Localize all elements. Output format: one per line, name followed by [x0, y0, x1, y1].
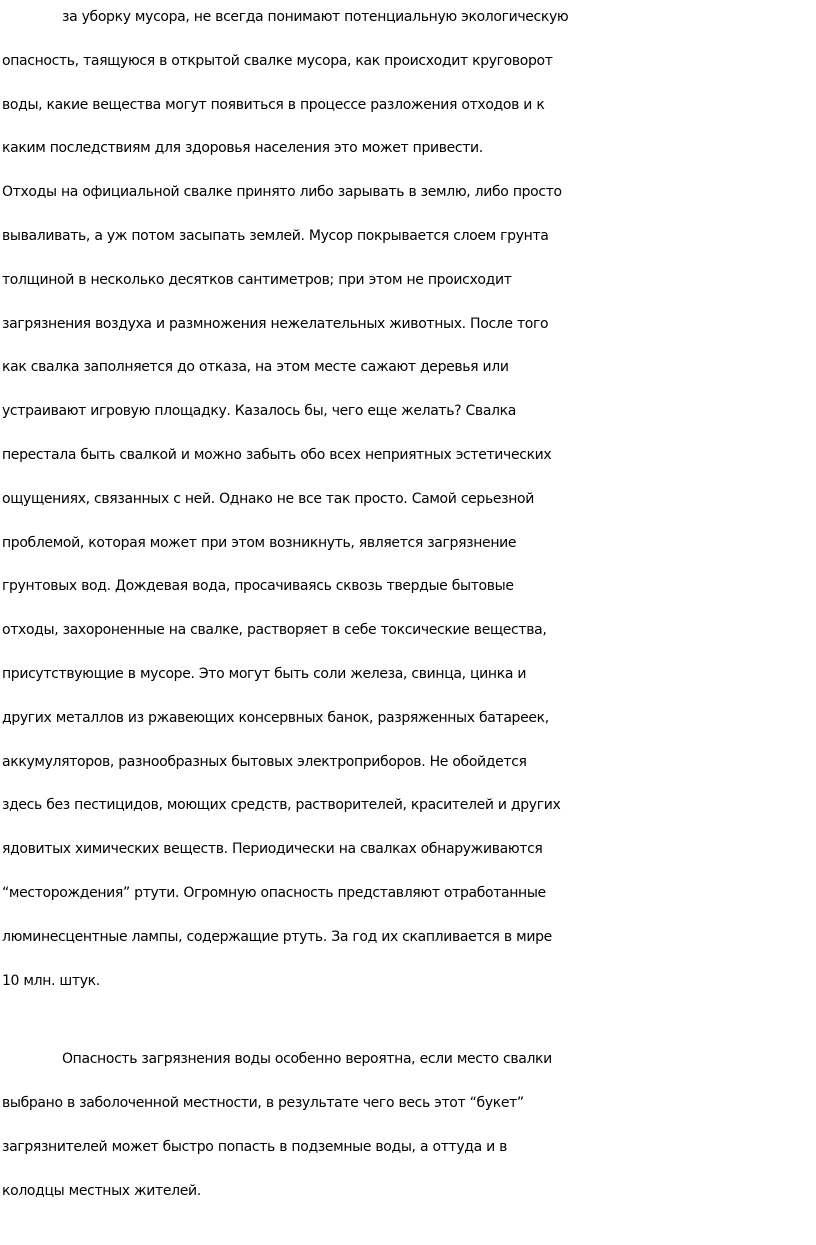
text-line: колодцы местных жителей. — [2, 1182, 201, 1199]
text-line: аккумуляторов, разнообразных бытовых электроприборов. Не обойдется — [2, 753, 527, 770]
text-line: толщиной в несколько десятков сантиметров; при этом не происходит — [2, 271, 512, 288]
text-line: отходы, захороненные на свалке, растворяет в себе токсические вещества, — [2, 622, 547, 639]
text-line: ядовитых химических веществ. Периодически на свалках обнаруживаются — [2, 841, 543, 858]
paragraph-2 — [2, 1038, 816, 1213]
text-line: каким последствиям для здоровья населения это может привести. — [2, 140, 483, 157]
text-line: как свалка заполняется до отказа, на этом месте сажают деревья или — [2, 359, 509, 376]
text-line: грунтовых вод. Дождевая вода, просачиваясь сквозь твердые бытовые — [2, 578, 514, 595]
text-line: 10 млн. штук. — [2, 972, 100, 989]
text-line: Опасность загрязнения воды особенно вероятна, если место свалки — [62, 1051, 552, 1068]
text-line: люминесцентные лампы, содержащие ртуть. За год их скапливается в мире — [2, 928, 552, 945]
text-line: ощущениях, связанных с ней. Однако не все так просто. Самой серьезной — [2, 490, 534, 507]
paragraph-1 — [2, 0, 816, 1003]
text-line: “месторождения” ртути. Огромную опасность представляют отработанные — [2, 884, 546, 901]
text-line: выбрано в заболоченной местности, в результате чего весь этот “букет” — [2, 1095, 524, 1112]
text-line: здесь без пестицидов, моющих средств, растворителей, красителей и других — [2, 797, 561, 814]
text-line: вываливать, а уж потом засыпать землей. Мусор покрывается слоем грунта — [2, 227, 549, 244]
text-line: присутствующие в мусоре. Это могут быть соли железа, свинца, цинка и — [2, 665, 527, 682]
text-line: проблемой, которая может при этом возникнуть, является загрязнение — [2, 534, 517, 551]
text-line: перестала быть свалкой и можно забыть обо всех неприятных эстетических — [2, 446, 552, 463]
text-line: загрязнения воздуха и размножения нежелательных животных. После того — [2, 315, 549, 332]
text-line: других металлов из ржавеющих консервных банок, разряженных батареек, — [2, 709, 549, 726]
text-line: воды, какие вещества могут появиться в процессе разложения отходов и к — [2, 96, 545, 113]
text-line: загрязнителей может быстро попасть в подземные воды, а оттуда и в — [2, 1138, 508, 1155]
text-line: устраивают игровую площадку. Казалось бы, чего еще желать? Свалка — [2, 403, 516, 420]
text-line: Отходы на официальной свалке принято либо зарывать в землю, либо просто — [2, 184, 562, 201]
text-line: опасность, таящуюся в открытой свалке мусора, как происходит круговорот — [2, 52, 553, 69]
text-line: за уборку мусора, не всегда понимают потенциальную экологическую — [62, 9, 569, 25]
